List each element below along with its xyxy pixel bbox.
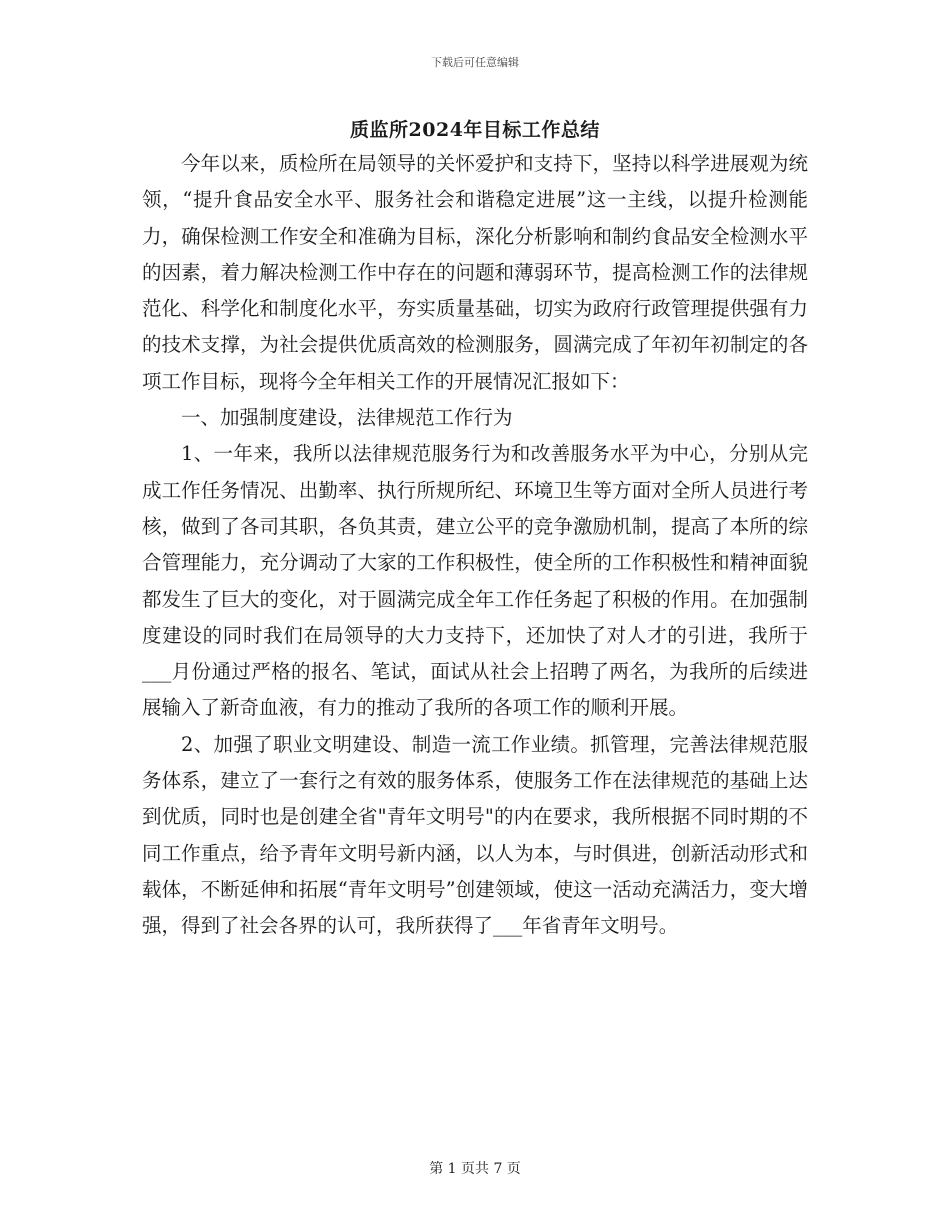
section-heading-1: 一、加强制度建设，法律规范工作行为	[181, 406, 513, 430]
page-footer: 第 1 页共 7 页	[429, 1161, 521, 1177]
document-title: 质监所2024年目标工作总结	[350, 119, 600, 141]
paragraph-item-1: 1、一年来，我所以法律规范服务行为和改善服务水平为中心，分别从完成工作任务情况、出勤率、执行所规所纪、环境卫生等方面对全所人员进行考核，做到了各司其职，各负其责，建立公平的竞争激励机制，提高了本所的综合管理能力，充分调动了大家的工作积极性，使全所的工作积极性和精神面貌都发生了巨大的变化，对于圆满完成全年工作任务起了积极的作用。在加强制度建设的同时我们在局领导的大力支持下，还加快了对人才的引进，我所于___月份通过严格的报名、笔试，面试从社会上招聘了两名，为我所的后续进展输入了新奇血液，有力的推动了我所的各项工作的顺利开展。	[142, 442, 808, 720]
paragraph-item-2: 2、加强了职业文明建设、制造一流工作业绩。抓管理，完善法律规范服务体系，建立了一套行之有效的服务体系，使服务工作在法律规范的基础上达到优质，同时也是创建全省"青年文明号"的内在要求，我所根据不同时期的不同工作重点，给予青年文明号新内涵，以人为本，与时俱进，创新活动形式和载体，不断延伸和拓展“青年文明号”创建领域，使这一活动充满活力，变大增强，得到了社会各界的认可，我所获得了___年省青年文明号。	[142, 732, 808, 938]
header-note: 下载后可任意编辑	[431, 56, 519, 69]
paragraph-intro: 今年以来，质检所在局领导的关怀爱护和支持下，坚持以科学进展观为统领，“提升食品安全水平、服务社会和谐稳定进展”这一主线，以提升检测能力，确保检测工作安全和准确为目标，深化分析影响和制约食品安全检测水平的因素，着力解决检测工作中存在的问题和薄弱环节，提高检测工作的法律规范化、科学化和制度化水平，夯实质量基础，切实为政府行政管理提供强有力的技术支撑，为社会提供优质高效的检测服务，圆满完成了年初年初制定的各项工作目标，现将今全年相关工作的开展情况汇报如下：	[142, 152, 808, 393]
document-body	[142, 146, 808, 945]
